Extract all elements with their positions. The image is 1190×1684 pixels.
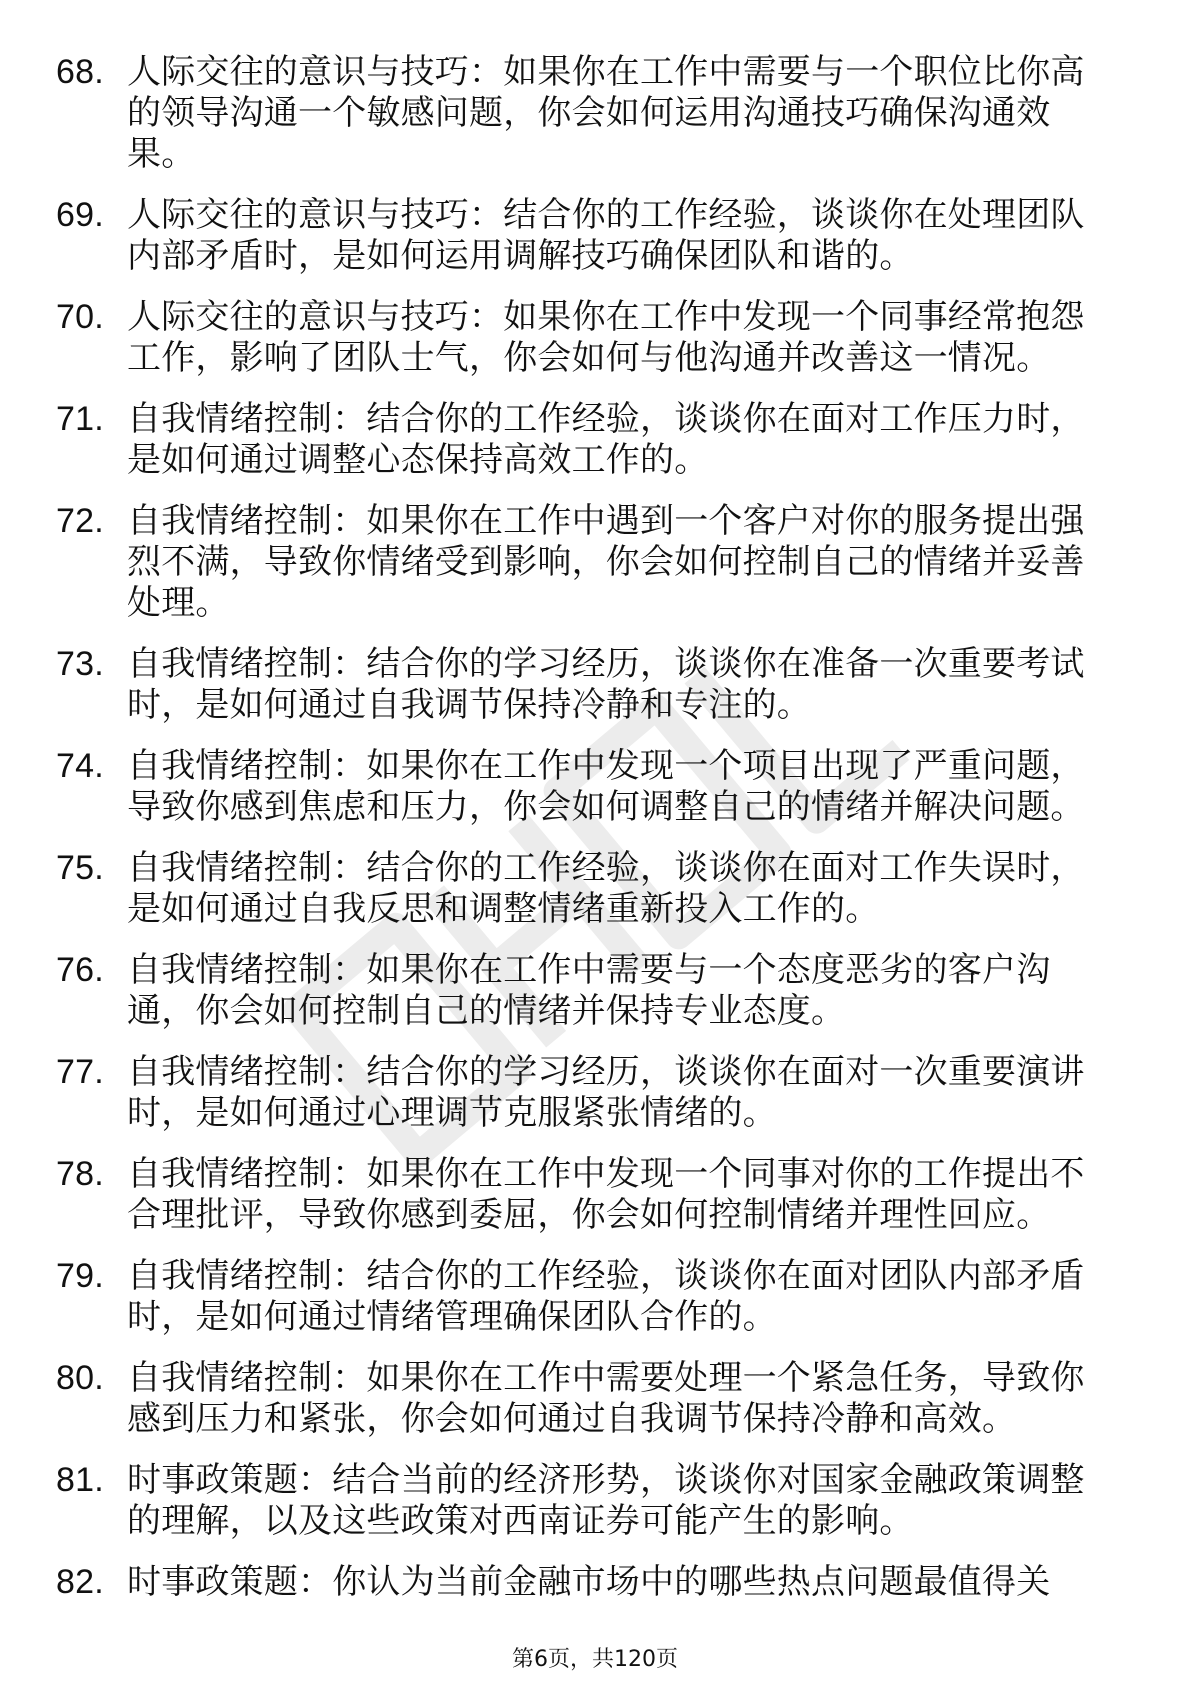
question-item — [0, 297, 1117, 379]
question-text: 自我情绪控制：结合你的学习经历，谈谈你在准备一次重要考试时，是如何通过自我调节保持冷静和专注的。 — [127, 644, 1085, 725]
question-item — [0, 848, 1117, 930]
question-item — [0, 950, 1117, 1032]
question-text: 自我情绪控制：结合你的工作经验，谈谈你在面对团队内部矛盾时，是如何通过情绪管理确保团队合作的。 — [127, 1256, 1085, 1337]
question-number: 78. — [56, 1155, 104, 1193]
question-item — [0, 1052, 1117, 1134]
question-text: 人际交往的意识与技巧：结合你的工作经验，谈谈你在处理团队内部矛盾时，是如何运用调解技巧确保团队和谐的。 — [127, 195, 1085, 276]
page-footer — [0, 1647, 1190, 1673]
question-number: 70. — [56, 298, 104, 336]
question-text: 自我情绪控制：结合你的学习经历，谈谈你在面对一次重要演讲时，是如何通过心理调节克服紧张情绪的。 — [127, 1052, 1085, 1133]
question-number: 82. — [56, 1563, 104, 1601]
question-number: 72. — [56, 502, 104, 540]
question-number: 80. — [56, 1359, 104, 1397]
question-number: 79. — [56, 1257, 104, 1295]
question-item — [0, 1154, 1117, 1236]
question-item — [0, 1460, 1117, 1542]
question-number: 81. — [56, 1461, 104, 1499]
question-item — [0, 1256, 1117, 1338]
question-item — [0, 501, 1117, 624]
question-text: 人际交往的意识与技巧：如果你在工作中需要与一个职位比你高的领导沟通一个敏感问题，你会如何运用沟通技巧确保沟通效果。 — [127, 52, 1085, 174]
question-number: 68. — [56, 53, 104, 91]
question-item — [0, 52, 1117, 175]
question-list — [0, 52, 1190, 1623]
question-number: 77. — [56, 1053, 104, 1091]
question-number: 75. — [56, 849, 104, 887]
question-text: 人际交往的意识与技巧：如果你在工作中发现一个同事经常抱怨工作，影响了团队士气，你会如何与他沟通并改善这一情况。 — [127, 297, 1085, 378]
question-item — [0, 1358, 1117, 1440]
question-text: 自我情绪控制：结合你的工作经验，谈谈你在面对工作压力时，是如何通过调整心态保持高效工作的。 — [127, 399, 1085, 480]
question-item — [0, 644, 1117, 726]
question-text: 自我情绪控制：如果你在工作中发现一个同事对你的工作提出不合理批评，导致你感到委屈，你会如何控制情绪并理性回应。 — [127, 1154, 1085, 1235]
page-number-label: 第6页，共120页 — [512, 1647, 678, 1672]
question-item — [0, 399, 1117, 481]
question-text: 自我情绪控制：如果你在工作中发现一个项目出现了严重问题，导致你感到焦虑和压力，你会如何调整自己的情绪并解决问题。 — [127, 746, 1085, 827]
question-number: 69. — [56, 196, 104, 234]
question-text: 时事政策题：结合当前的经济形势，谈谈你对国家金融政策调整的理解，以及这些政策对西南证券可能产生的影响。 — [127, 1460, 1085, 1541]
question-text: 自我情绪控制：如果你在工作中需要处理一个紧急任务，导致你感到压力和紧张，你会如何通过自我调节保持冷静和高效。 — [127, 1358, 1085, 1439]
question-text: 时事政策题：你认为当前金融市场中的哪些热点问题最值得关 — [127, 1562, 1051, 1602]
question-text: 自我情绪控制：结合你的工作经验，谈谈你在面对工作失误时，是如何通过自我反思和调整情绪重新投入工作的。 — [127, 848, 1085, 929]
question-text: 自我情绪控制：如果你在工作中遇到一个客户对你的服务提出强烈不满，导致你情绪受到影响，你会如何控制自己的情绪并妥善处理。 — [127, 501, 1085, 623]
question-item — [0, 1562, 1117, 1603]
question-number: 74. — [56, 747, 104, 785]
question-number: 76. — [56, 951, 104, 989]
question-number: 73. — [56, 645, 104, 683]
question-item — [0, 195, 1117, 277]
question-item — [0, 746, 1117, 828]
question-text: 自我情绪控制：如果你在工作中需要与一个态度恶劣的客户沟通，你会如何控制自己的情绪并保持专业态度。 — [127, 950, 1051, 1031]
question-number: 71. — [56, 400, 104, 438]
